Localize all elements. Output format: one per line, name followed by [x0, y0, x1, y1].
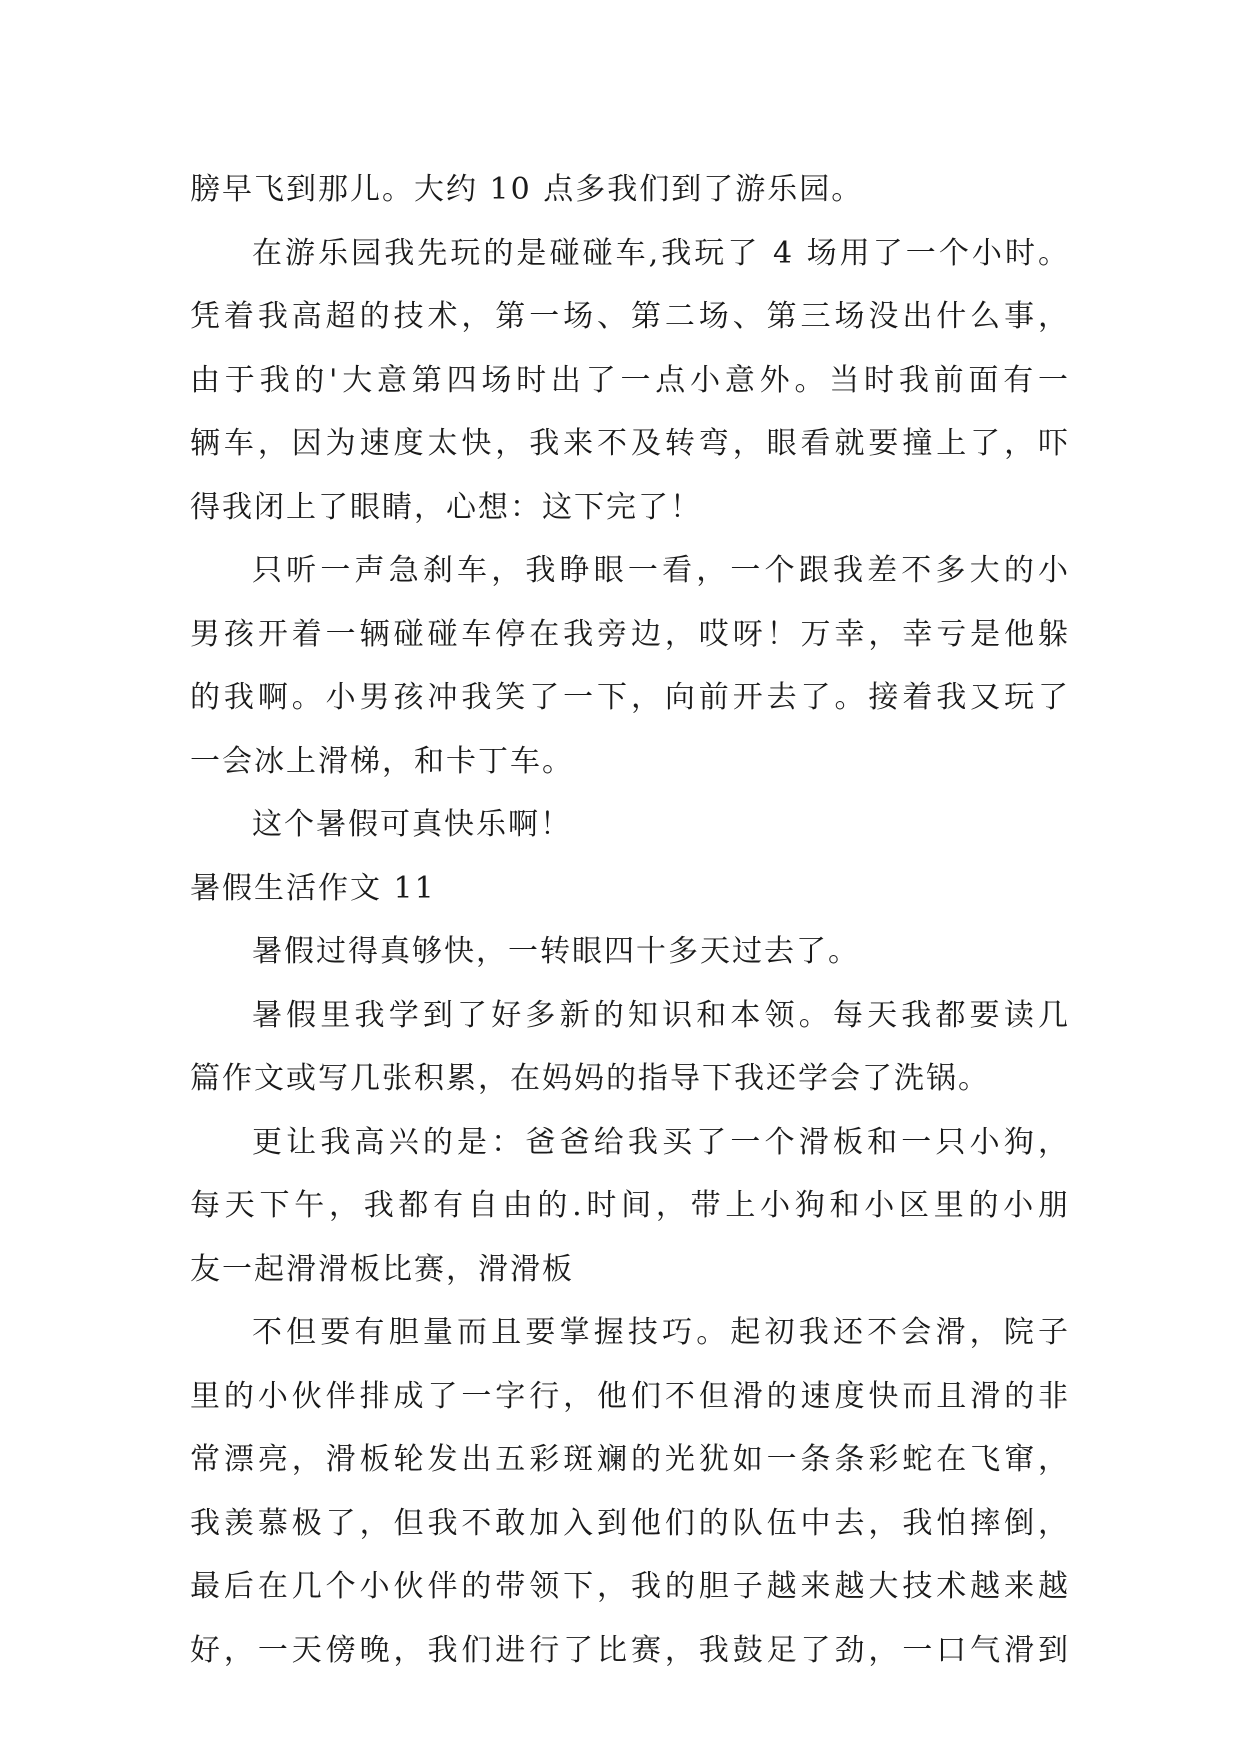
text-line: 暑假里我学到了好多新的知识和本领。每天我都要读几: [252, 997, 1070, 1033]
text-line: 好，一天傍晚，我们进行了比赛，我鼓足了劲，一口气滑到: [190, 1632, 1070, 1668]
text-line: 只听一声急刹车，我睁眼一看，一个跟我差不多大的小: [252, 553, 1070, 588]
section-heading: 暑假生活作文 11: [190, 870, 436, 906]
text-line: 男孩开着一辆碰碰车停在我旁边，哎呀！万幸，幸亏是他躲: [190, 616, 1070, 652]
text-line: 这个暑假可真快乐啊！: [252, 807, 572, 842]
text-line: 由于我的'大意第四场时出了一点小意外。当时我前面有一: [190, 362, 1070, 398]
text-line: 每天下午，我都有自由的.时间，带上小狗和小区里的小朋: [190, 1188, 1070, 1223]
text-line: 篇作文或写几张积累，在妈妈的指导下我还学会了洗锅。: [190, 1061, 990, 1096]
document-page: [190, 158, 1070, 1682]
text-line: 的我啊。小男孩冲我笑了一下，向前开去了。接着我又玩了: [190, 680, 1070, 715]
text-line: 一会冰上滑梯，和卡丁车。: [190, 743, 574, 779]
text-line: 最后在几个小伙伴的带领下，我的胆子越来越大技术越来越: [190, 1569, 1070, 1604]
text-line: 不但要有胆量而且要掌握技巧。起初我还不会滑，院子: [252, 1315, 1070, 1350]
text-line: 更让我高兴的是：爸爸给我买了一个滑板和一只小狗，: [252, 1124, 1070, 1160]
text-line: 在游乐园我先玩的是碰碰车,我玩了 4 场用了一个小时。: [252, 235, 1070, 271]
text-line: 友一起滑滑板比赛，滑滑板: [190, 1251, 574, 1287]
text-line: 膀早飞到那儿。大约 10 点多我们到了游乐园。: [190, 172, 864, 207]
text-line: 凭着我高超的技术，第一场、第二场、第三场没出什么事，: [190, 299, 1070, 334]
text-line: 我羡慕极了，但我不敢加入到他们的队伍中去，我怕摔倒，: [190, 1505, 1070, 1541]
text-line: 里的小伙伴排成了一字行，他们不但滑的速度快而且滑的非: [190, 1378, 1070, 1414]
text-line: 暑假过得真够快，一转眼四十多天过去了。: [252, 934, 860, 969]
text-line: 辆车，因为速度太快，我来不及转弯，眼看就要撞上了，吓: [190, 426, 1070, 461]
text-line: 常漂亮，滑板轮发出五彩斑斓的光犹如一条条彩蛇在飞窜，: [190, 1442, 1070, 1477]
text-line: 得我闭上了眼睛，心想：这下完了！: [190, 489, 702, 525]
